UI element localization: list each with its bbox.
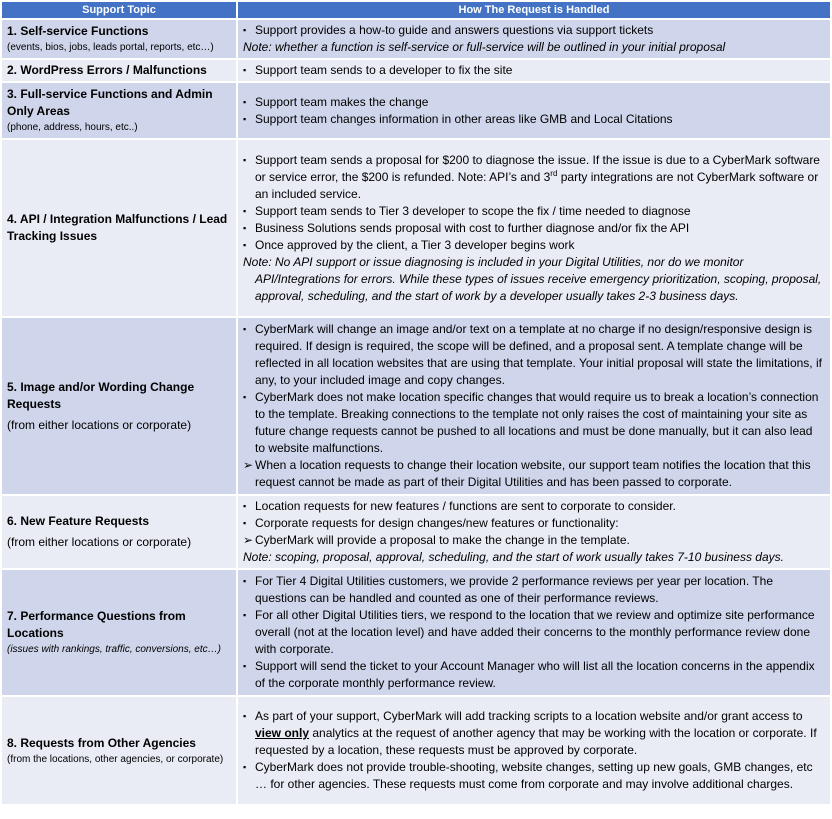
bullet-icon: ▪ (243, 392, 247, 402)
note-text: Note: whether a function is self-service or full-service will be outlined in your initial proposal (243, 40, 726, 54)
handling-cell (238, 83, 830, 138)
topic-subtitle: (from either locations or corporate) (7, 417, 192, 432)
topic-cell (2, 140, 236, 316)
list-item: ▪ Support team sends to Tier 3 developer to scope the fix / time needed to diagnose (243, 203, 691, 218)
list-item: ▪ Business Solutions sends proposal with cost to further diagnose and/or fix the API (243, 220, 690, 235)
topic-title: 3. Full-service Functions and Admin Only Areas (7, 87, 213, 118)
table-row (2, 570, 830, 695)
handling-cell (238, 318, 830, 494)
header-row (2, 2, 830, 18)
bullet-icon: ▪ (243, 205, 247, 216)
list-item: ▪ CyberMark will change an image and/or text on a template at no charge if no design/responsive design is required. If design is required, the scope will be defined, and a proposal sent. A template change will be reflected in all location websites that are using that template. Your initial proposal will state the limitations, if any, to your included image and copy changes. (243, 322, 822, 387)
list-item: ▪ Location requests for new features / functions are sent to corporate to consider. (243, 499, 676, 513)
topic-cell (2, 60, 236, 81)
bullet-icon: ▪ (243, 518, 247, 528)
topic-cell (2, 20, 236, 58)
bullet-icon: ▪ (243, 154, 247, 165)
bullet-icon: ▪ (243, 96, 247, 107)
table-row (2, 140, 830, 316)
view-only-emphasis: view only (255, 726, 310, 740)
list-item: ▪ Corporate requests for design changes/new features or functionality: (243, 516, 619, 530)
table-row (2, 496, 830, 568)
topic-title: 1. Self-service Functions (7, 24, 149, 38)
table-row (2, 318, 830, 494)
list-item: ▪ For all other Digital Utilities tiers, we respond to the location that we review and optimize site performance overall (not at the location level) and have added their concerns to the monthly performance review done with corporate. (243, 608, 815, 656)
topic-cell (2, 697, 236, 804)
bullet-icon: ▪ (243, 324, 247, 334)
arrow-icon: ➢ (243, 458, 254, 472)
table-row (2, 697, 830, 804)
topic-cell (2, 496, 236, 568)
list-item: ▪ For Tier 4 Digital Utilities customers, we provide 2 performance reviews per year per location. The questions can be handled and counted as one of their performance reviews. (243, 574, 773, 605)
bullet-icon: ▪ (243, 65, 247, 75)
list-item: ▪ Once approved by the client, a Tier 3 developer begins work (243, 237, 575, 252)
arrow-icon: ➢ (243, 533, 254, 547)
list-item: ▪ Support team sends to a developer to fix the site (243, 63, 513, 77)
handling-cell (238, 570, 830, 695)
bullet-icon: ▪ (243, 239, 247, 250)
topic-title: 7. Performance Questions from Locations (7, 609, 186, 640)
table-row (2, 20, 830, 58)
topic-cell (2, 570, 236, 695)
topic-subtitle: (events, bios, jobs, leads portal, reports, etc…) (7, 42, 214, 53)
list-item: ▪ CyberMark does not make location specific changes that would require us to break a location’s connection to the template. Breaking connections to the template not only raises the cost of maintaining your site as future change requests cannot be pushed to all locations and must be done manually, but it can also lead to website malfunctions. (243, 390, 819, 455)
topic-cell (2, 318, 236, 494)
handling-cell (238, 496, 830, 568)
bullet-icon: ▪ (243, 501, 247, 511)
bullet-icon: ▪ (243, 610, 247, 620)
list-item: ➢ When a location requests to change their location website, our support team notifies the location that this request cannot be made as part of their Digital Utilities and has been passed to corporate. (243, 458, 811, 489)
topic-title: 2. WordPress Errors / Malfunctions (7, 63, 207, 77)
bullet-icon: ▪ (243, 711, 247, 721)
topic-cell (2, 83, 236, 138)
list-item: ▪ Support team makes the change (243, 94, 429, 109)
bullet-icon: ▪ (243, 222, 247, 233)
topic-title: 6. New Feature Requests (7, 514, 150, 528)
topic-title: 4. API / Integration Malfunctions / Lead Tracking Issues (7, 212, 228, 243)
handling-cell (238, 60, 830, 81)
handling-cell (238, 697, 830, 804)
topic-title: 5. Image and/or Wording Change Requests (7, 379, 195, 411)
list-item: ▪ Support will send the ticket to your Account Manager who will list all the location concerns in the appendix of the corporate monthly performance review. (243, 659, 815, 690)
note-text: Note: No API support or issue diagnosing is included in your Digital Utilities, nor do we monitor API/Integrations for errors. While these types of issues receive emergency prioritization, scoping, proposal, approval, scheduling, and the start of work by a developer usually takes 2-3 business days. (243, 254, 822, 303)
topic-title: 8. Requests from Other Agencies (7, 735, 196, 750)
list-item: ▪ Support provides a how-to guide and answers questions via support tickets (243, 23, 654, 37)
list-item: ▪ As part of your support, CyberMark will add tracking scripts to a location website and/or grant access to view only analytics at the request of another agency that may be working with the location or corporate. If requested by a location, these requests must be approved by corporate. (243, 709, 817, 757)
list-item: ▪ Support team changes information in other areas like GMB and Local Citations (243, 111, 673, 126)
topic-subtitle: (from either locations or corporate) (7, 535, 192, 549)
note-text: Note: scoping, proposal, approval, scheduling, and the start of work usually takes 7-10 business days. (243, 550, 784, 564)
bullet-icon: ▪ (243, 661, 247, 671)
bullet-icon: ▪ (243, 25, 247, 35)
list-item: ➢ CyberMark will provide a proposal to make the change in the template. (243, 533, 630, 547)
bullet-icon: ▪ (243, 762, 247, 772)
header-how-handled: How The Request is Handled (238, 2, 830, 18)
table-row (2, 60, 830, 81)
list-item: ▪ Support team sends a proposal for $200 to diagnose the issue. If the issue is due to a CyberMark software or service error, the $200 is refunded. Note: API’s and 3rd party integrations are not CyberMark software or an included service. (243, 152, 820, 201)
bullet-icon: ▪ (243, 576, 247, 586)
handling-cell (238, 140, 830, 316)
handling-cell (238, 20, 830, 58)
topic-subtitle: (issues with rankings, traffic, conversions, etc…) (7, 644, 221, 655)
table-row (2, 83, 830, 138)
bullet-icon: ▪ (243, 113, 247, 124)
topic-subtitle: (phone, address, hours, etc..) (7, 122, 138, 133)
topic-subtitle: (from the locations, other agencies, or corporate) (7, 753, 224, 765)
list-item: ▪ CyberMark does not provide trouble-shooting, website changes, setting up new goals, GMB changes, etc … for other agencies. These requests must come from corporate and may involve additional charges. (243, 760, 813, 791)
header-support-topic: Support Topic (2, 2, 236, 18)
